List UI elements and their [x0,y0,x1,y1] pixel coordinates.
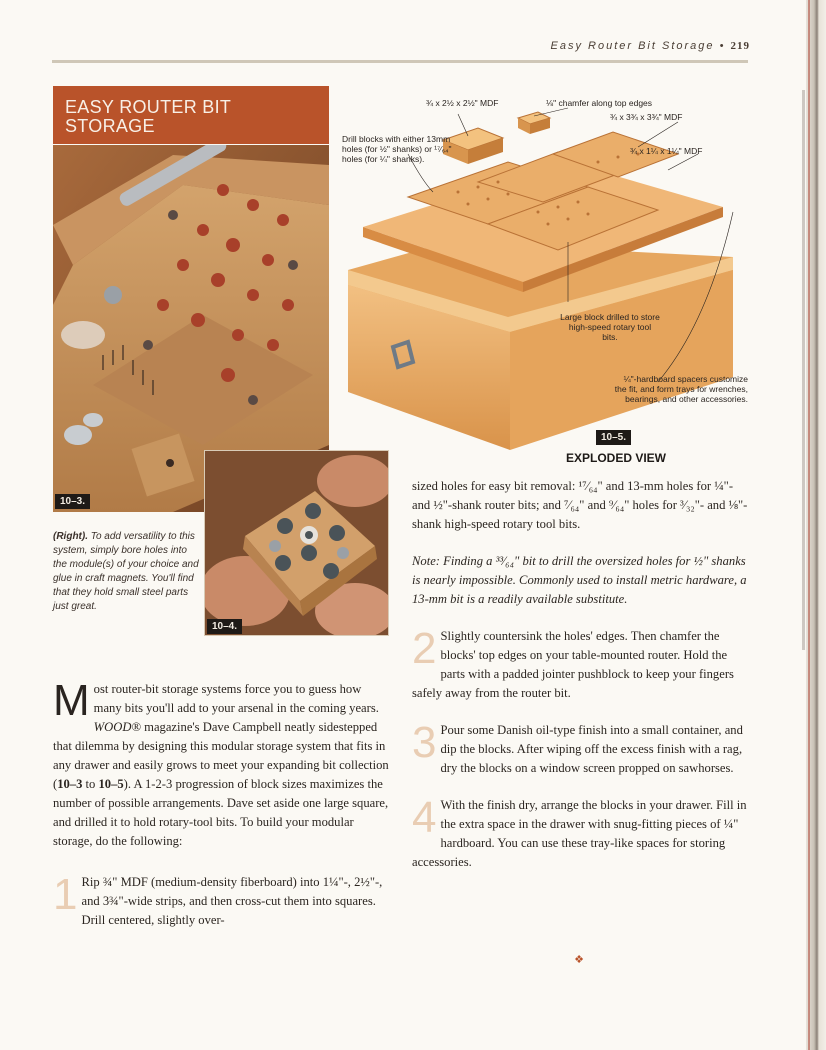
callout-mdf-small: ¾ x 1¼ x 1¼" MDF [630,146,703,156]
step-4-number: 4 [412,793,437,842]
intro-rest: magazine's Dave Campbell neatly sidestepped that dilemma by designing this modular storage system that fits in any drawer and easily grows to meet your expanding bit collection ( [53,720,389,791]
step-1-number: 1 [53,870,78,919]
callout-spacers: ¼"-hardboard spacers customize the fit, and form trays for wrenches, bearings, and other accessories. [614,374,748,404]
intro-tail: ). A 1-2-3 progression of block sizes maximizes the number of possible arrangements. Dave set aside one large square, and drilled it to hold rotary-tool bits. To build your modular storage, do the following: [53,777,389,848]
header-rule [52,60,748,63]
step-2-text: Slightly countersink the holes' edges. Then chamfer the blocks' top edges on your table-mounted router. Hold the parts with a padded jointer pushblock to keep your fingers safely away from the router bit. [412,629,734,700]
intro-text: ost router-bit storage systems force you to guess how many bits you'll add to your arsenal in the coming years. [93,682,379,715]
step-1-paragraph [53,870,389,930]
callout-mdf-medium: ¾ x 3¾ x 3¾" MDF [610,112,683,122]
left-text-column [53,676,389,930]
note-paragraph [412,552,750,609]
running-bullet: • [719,40,726,52]
figure-label-10-5: 10–5. [596,430,631,445]
step-4-paragraph [412,793,750,872]
callout-mdf-large: ¾ x 2½ x 2½" MDF [426,98,499,108]
step-1-text: Rip ¾" MDF (medium-density fiberboard) into 1¼"-, 2½"-, and 3¾"-wide strips, and then cross-cut them into squares. Drill centered, slightly over- [81,875,383,927]
caption-lead: (Right). [53,531,88,542]
running-head [430,40,750,52]
intro-dropcap: M [53,676,90,725]
spine-edge [808,0,810,1050]
title-banner [53,86,329,144]
intro-ref-1: 10–3 [57,777,83,791]
intro-ref-2: 10–5 [98,777,124,791]
step-3-text: Pour some Danish oil-type finish into a small container, and dip the blocks. After wiping off the excess finish with a rag, dry the blocks on a window screen propped on sawhorses. [440,723,743,775]
intro-magazine: WOOD® [93,720,141,734]
step-2-number: 2 [412,624,437,673]
step-4-text: With the finish dry, arrange the blocks in your drawer. Fill in the extra space in the drawer with snug-fitting pieces of ¼" hardboard. You can use these tray-like spaces for storing accessories. [412,798,747,869]
running-title: Easy Router Bit Storage [550,40,715,52]
step-3-paragraph [412,718,750,778]
end-ornament: ❖ [574,954,584,966]
callout-chamfer: ⅛" chamfer along top edges [546,98,653,108]
callout-large-block: Large block drilled to store high-speed rotary tool bits. [560,312,660,342]
figure-label-10-4: 10–4. [207,619,242,634]
figure-label-10-3: 10–3. [55,494,90,509]
magnet-block-photo [204,450,389,636]
magnet-block-photo-art [205,451,388,635]
intro-to: to [82,777,99,791]
intro-paragraph [53,676,389,851]
step-1-continued: sized holes for easy bit removal: ¹⁷⁄₆₄" and 13-mm holes for ¼"- and ½"-shank router bits; and ⁷⁄₆₄" and ⁹⁄₆₄" holes for ³⁄₃₂"- and ⅛"-shank high-speed rotary tool bits. [412,479,748,531]
exploded-view-title: EXPLODED VIEW [565,451,666,465]
right-text-column [412,477,750,872]
step-3-number: 3 [412,718,437,767]
page-title: EASY ROUTER BIT STORAGE [65,97,231,136]
caption-text: To add versatility to this system, simply bore holes into the module(s) of your choice and glue in craft magnets. You'll find that they hold small steel parts just great. [53,531,199,612]
note-text: Finding a ³³⁄₆₄" bit to drill the oversized holes for ½" shanks is nearly impossible. Commonly used to install metric hardware, a 13-mm bit is a readily available substitute. [412,554,747,606]
callout-drill-blocks: Drill blocks with either 13mm holes (for ½" shanks) or ¹⁷⁄₆₄" holes (for ¼" shanks). [342,134,452,164]
photo-caption [53,530,203,614]
page-number: 219 [730,40,750,52]
note-label: Note: [412,554,440,568]
exploded-view-diagram [338,92,750,450]
scroll-edge [802,90,805,650]
step-2-paragraph [412,624,750,703]
